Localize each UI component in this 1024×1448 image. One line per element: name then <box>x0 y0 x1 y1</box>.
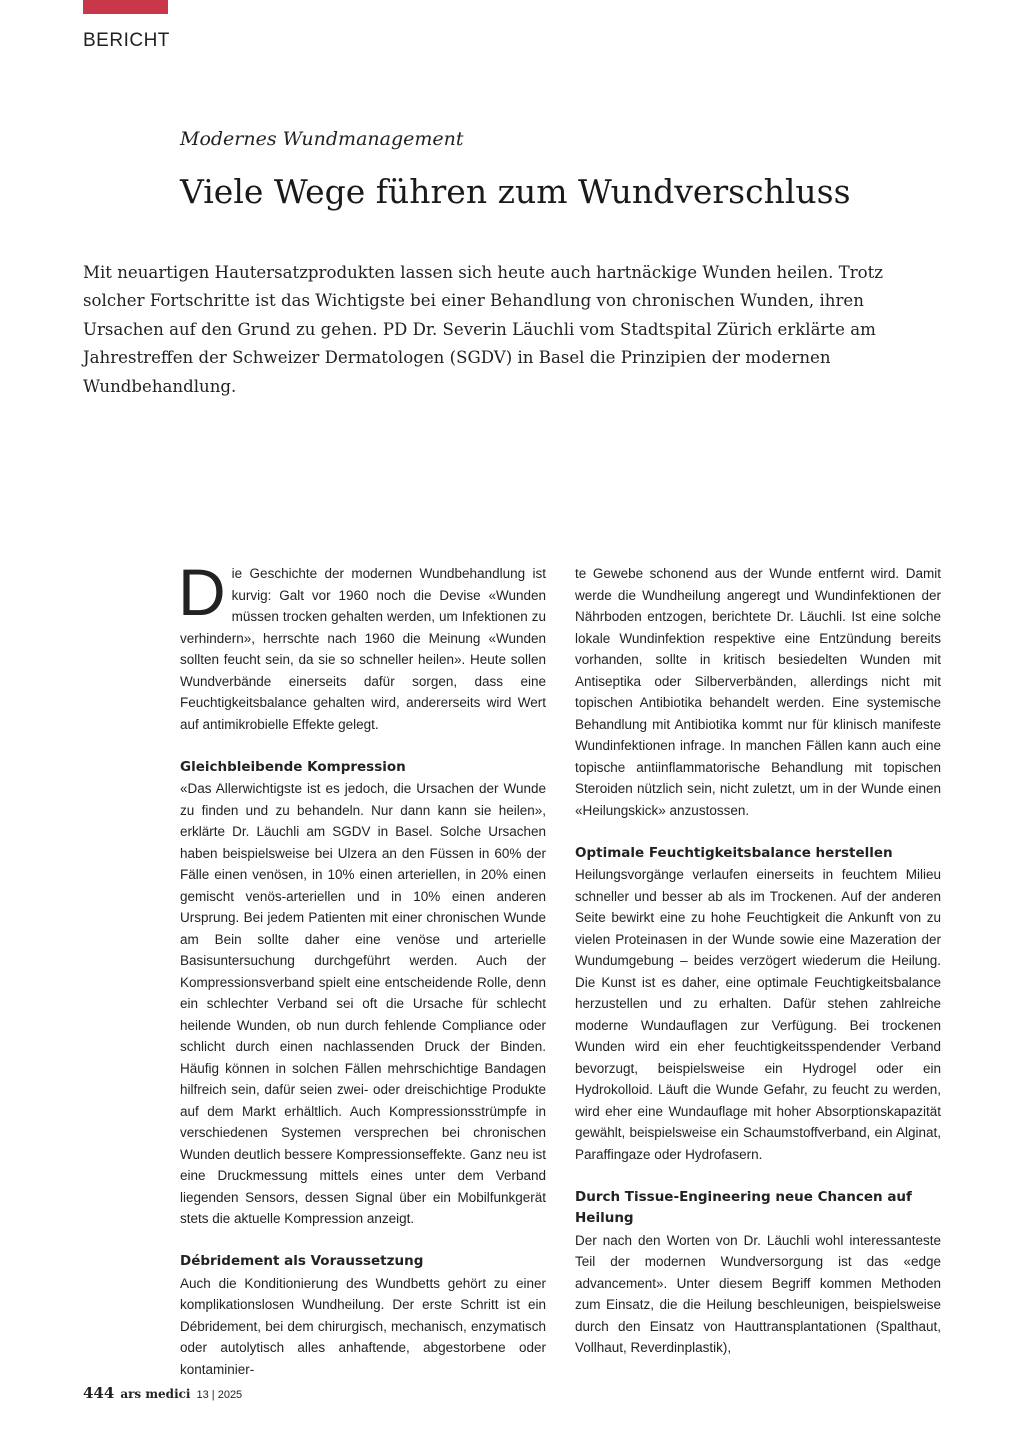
section-accent-bar <box>83 0 168 14</box>
article-lead: Mit neuartigen Hautersatzprodukten lassen sich heute auch hartnäckige Wunden heilen. Trotz solcher Fortschritte ist das Wichtigste bei einer Behandlung von chronischen Wunden, ihren Ursachen auf den Grund zu gehen. PD Dr. Severin Läuchli vom Stadtspital Zürich erklärte am Jahrestreffen der Schweizer Dermatologen (SGDV) in Basel die Prinzipien der modernen Wundbehandlung. <box>83 263 884 396</box>
section-label: BERICHT <box>83 30 170 51</box>
section-heading-kompression: Gleichbleibende Kompression <box>180 758 406 775</box>
section-text-tissue-engineering: Der nach den Worten von Dr. Läuchli wohl interessanteste Teil der modernen Wundversorgung ist das «edge advancement». Unter diesem Begriff kommen Methoden zum Einsatz, die die Heilung beschleunigen, beispielsweise durch den Einsatz von Hauttransplantationen (Spalthaut, Vollhaut, Reverdinplastik), <box>575 1232 941 1355</box>
page-number: 444 <box>83 1384 115 1402</box>
section-text-kompression: «Das Allerwichtigste ist es jedoch, die Ursachen der Wunde zu finden und zu behandeln. Nur dann kann sie heilen», erklärte Dr. Läuchli am SGDV in Basel. Solche Ursachen haben beispielsweise bei Ulzera an den Füssen in 60% der Fälle einen venösen, in 10% einen arteriellen, in 20% einen gemischt venös-arteriellen und in 10% einen anderen Ursprung. Bei jedem Patienten mit einer chronischen Wunde am Bein sollte daher eine venöse und arterielle Basisuntersuchung durchgeführt werden. Auch der Kompressionsverband spielt eine entscheidende Rolle, denn ein schlechter Verband sei oft die Ursache für schlecht heilende Wunden, ob nun durch fehlende Compliance oder schlicht durch einen nachlassenden Druck der Binden. Häufig können in solchen Fällen mehrschichtige Bandagen hilfreich sein, dafür seien zwei- oder dreischichtige Produkte auf dem Markt erhältlich. Auch Kompressionsstrümpfe in verschiedenen Systemen versprechen bei chronischen Wunden deutlich bessere Kompressionseffekte. Ganz neu ist eine Druckmessung mittels eines unter dem Verband liegenden Sensors, dessen Signal über ein Mobilfunkgerät stets die aktuelle Kompression anzeigt. <box>180 781 546 1226</box>
section-heading-tissue-engineering: Durch Tissue-Engineering neue Chancen auf Heilung <box>575 1188 912 1226</box>
section-text-debridement: Auch die Konditionierung des Wundbetts gehört zu einer komplikationslosen Wundheilung. Der erste Schritt ist ein Débridement, bei dem chirurgisch, mechanisch, enzymatisch oder autolytisch alles anhaftende, abgestorbene oder kontaminier- <box>180 1275 546 1377</box>
page-footer <box>83 1384 242 1402</box>
section-text-debridement-continued: te Gewebe schonend aus der Wunde entfernt wird. Damit werde die Wundheilung angeregt und Wundinfektionen der Nährboden entzogen, berichtete Dr. Läuchli. Ist eine solche lokale Wundinfektion respektive eine Entzündung bereits vorhanden, sollte in kritisch besiedelten Wunden mit Antiseptika oder Silberverbänden, allerdings nicht mit topischen Antibiotika behandelt werden. Eine systemische Behandlung mit Antibiotika kommt nur für klinisch manifeste Wundinfektionen infrage. In manchen Fällen kann auch eine topische antiinflammatorische Behandlung mit topischen Steroiden nützlich sein, nicht zuletzt, um in der Wunde einen «Heilungskick» anzustossen. <box>575 566 941 818</box>
article-column-right <box>575 563 941 1359</box>
article-kicker: Modernes Wundmanagement <box>180 128 464 150</box>
issue-number: 13 | 2025 <box>196 1389 243 1401</box>
magazine-name: ars medici <box>120 1387 191 1401</box>
article-title: Viele Wege führen zum Wundverschluss <box>180 172 851 211</box>
drop-cap: D <box>178 555 226 629</box>
section-text-feuchtigkeit: Heilungsvorgänge verlaufen einerseits in feuchtem Milieu schneller und besser ab als im Trockenen. Auf der anderen Seite bewirkt eine zu hohe Feuchtigkeit die Ankunft von zu vielen Proteinasen in der Wunde sowie eine Mazeration der Wundumgebung – beides verzögert wiederum die Heilung. Die Kunst ist es daher, eine optimale Feuchtigkeitsbalance herzustellen und zu erhalten. Dafür stehen zahlreiche moderne Wundauflagen zur Verfügung. Bei trockenen Wunden wird ein eher feuchtigkeitsspendender Verband bevorzugt, beispielsweise ein Hydrogel oder ein Hydrokolloid. Läuft die Wunde Gefahr, zu feucht zu werden, wird eher eine Wundauflage mit hoher Absorptionskapazität gewählt, beispielsweise ein Schaumstoffverband, ein Alginat, Paraffingaze oder Hydrofasern. <box>575 867 941 1162</box>
intro-paragraph <box>178 555 546 735</box>
intro-text: ie Geschichte der modernen Wundbehandlung ist kurvig: Galt vor 1960 noch die Devise «Wunden müssen trocken gehalten werden, um Infektionen zu verhindern», herrschte nach 1960 die Meinung «Wunden sollten feucht sein, da sie so schneller heilen». Heute sollen Wundverbände einerseits dafür sorgen, dass eine Feuchtigkeitsbalance gehalten wird, andererseits wird Wert auf antimikrobielle Effekte gelegt. <box>180 566 546 732</box>
section-heading-feuchtigkeit: Optimale Feuchtigkeitsbalance herstellen <box>575 844 893 861</box>
section-heading-debridement: Débridement als Voraussetzung <box>180 1253 424 1269</box>
article-column-left <box>178 555 546 1380</box>
